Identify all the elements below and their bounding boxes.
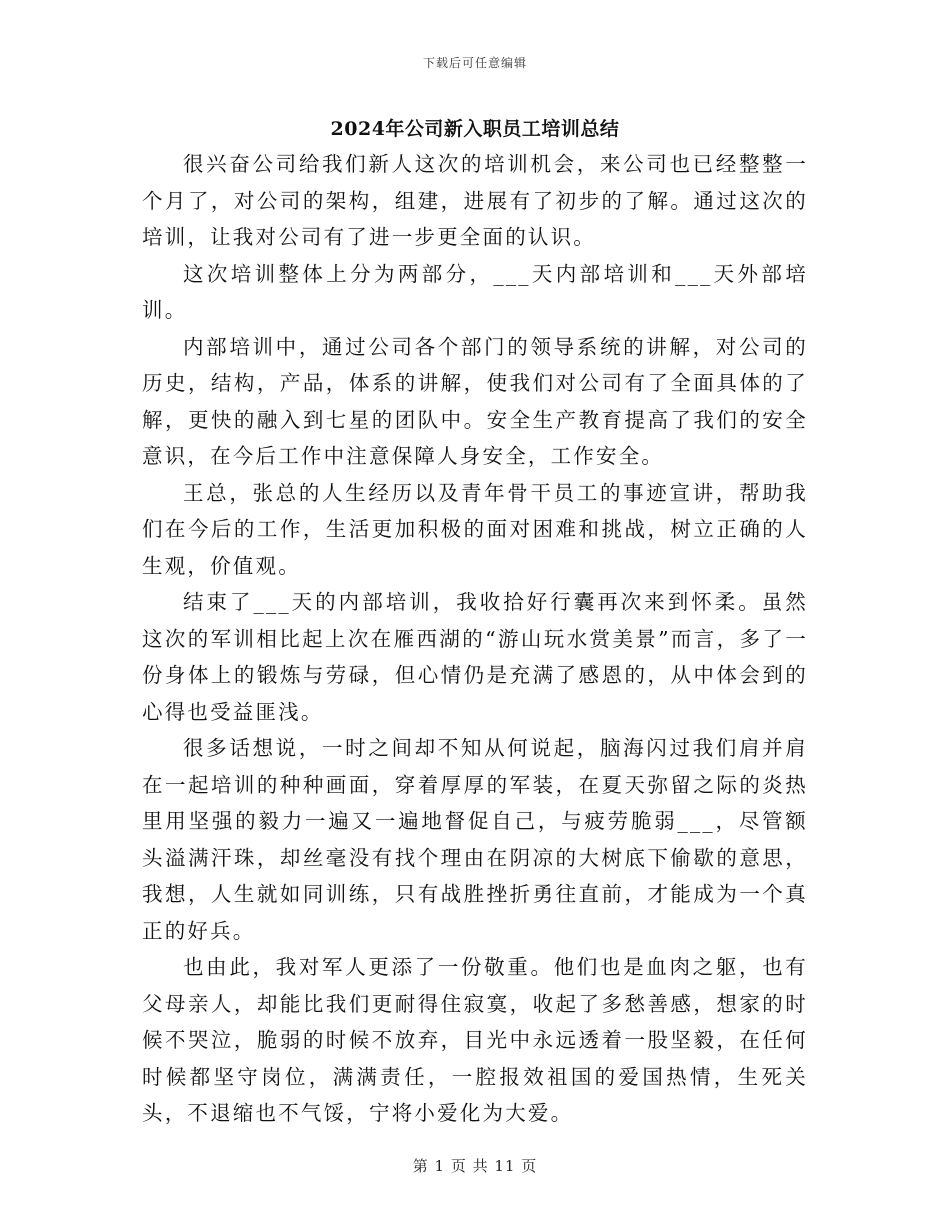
paragraph-military-training: 结束了___天的内部培训，我收拾好行囊再次来到怀柔。虽然这次的军训相比起上次在雁西湖的“游山玩水赏美景”而言，多了一份身体上的锻炼与劳碌，但心情仍是充满了感恩的，从中体会到的心得也受益匪浅。 (142, 590, 808, 724)
paragraph-leaders: 王总，张总的人生经历以及青年骨干员工的事迹宣讲，帮助我们在今后的工作，生活更加积极的面对困难和挑战，树立正确的人生观，价值观。 (142, 480, 808, 578)
paragraph-reflection: 很多话想说，一时之间却不知从何说起，脑海闪过我们肩并肩在一起培训的种种画面，穿着厚厚的军装，在夏天弥留之际的炎热里用坚强的毅力一遍又一遍地督促自己，与疲劳脆弱___，尽管额头溢满汗珠，却丝毫没有找个理由在阴凉的大树底下偷歇的意思，我想，人生就如同训练，只有战胜挫折勇往直前，才能成为一个真正的好兵。 (142, 736, 808, 943)
paragraph-internal-training: 内部培训中，通过公司各个部门的领导系统的讲解，对公司的历史，结构，产品，体系的讲解，使我们对公司有了全面具体的了解，更快的融入到七星的团队中。安全生产教育提高了我们的安全意识，在今后工作中注意保障人身安全，工作安全。 (142, 334, 808, 468)
paragraph-respect: 也由此，我对军人更添了一份敬重。他们也是血肉之躯，也有父母亲人，却能比我们更耐得住寂寞，收起了多愁善感，想家的时候不哭泣，脆弱的时候不放弃，目光中永远透着一股坚毅，在任何时候都坚守岗位，满满责任，一腔报效祖国的爱国热情，生死关头，不退缩也不气馁，宁将小爱化为大爱。 (142, 955, 808, 1125)
document-title: 2024年公司新入职员工培训总结 (330, 118, 620, 140)
header-note: 下载后可任意编辑 (422, 56, 527, 70)
paragraph-structure: 这次培训整体上分为两部分，___天内部培训和___天外部培训。 (142, 261, 808, 322)
paragraph-intro: 很兴奋公司给我们新人这次的培训机会，来公司也已经整整一个月了，对公司的架构，组建，进展有了初步的了解。通过这次的培训，让我对公司有了进一步更全面的认识。 (142, 152, 808, 249)
page-number: 第 1 页 共 11 页 (412, 1157, 538, 1175)
document-body (142, 146, 808, 1132)
